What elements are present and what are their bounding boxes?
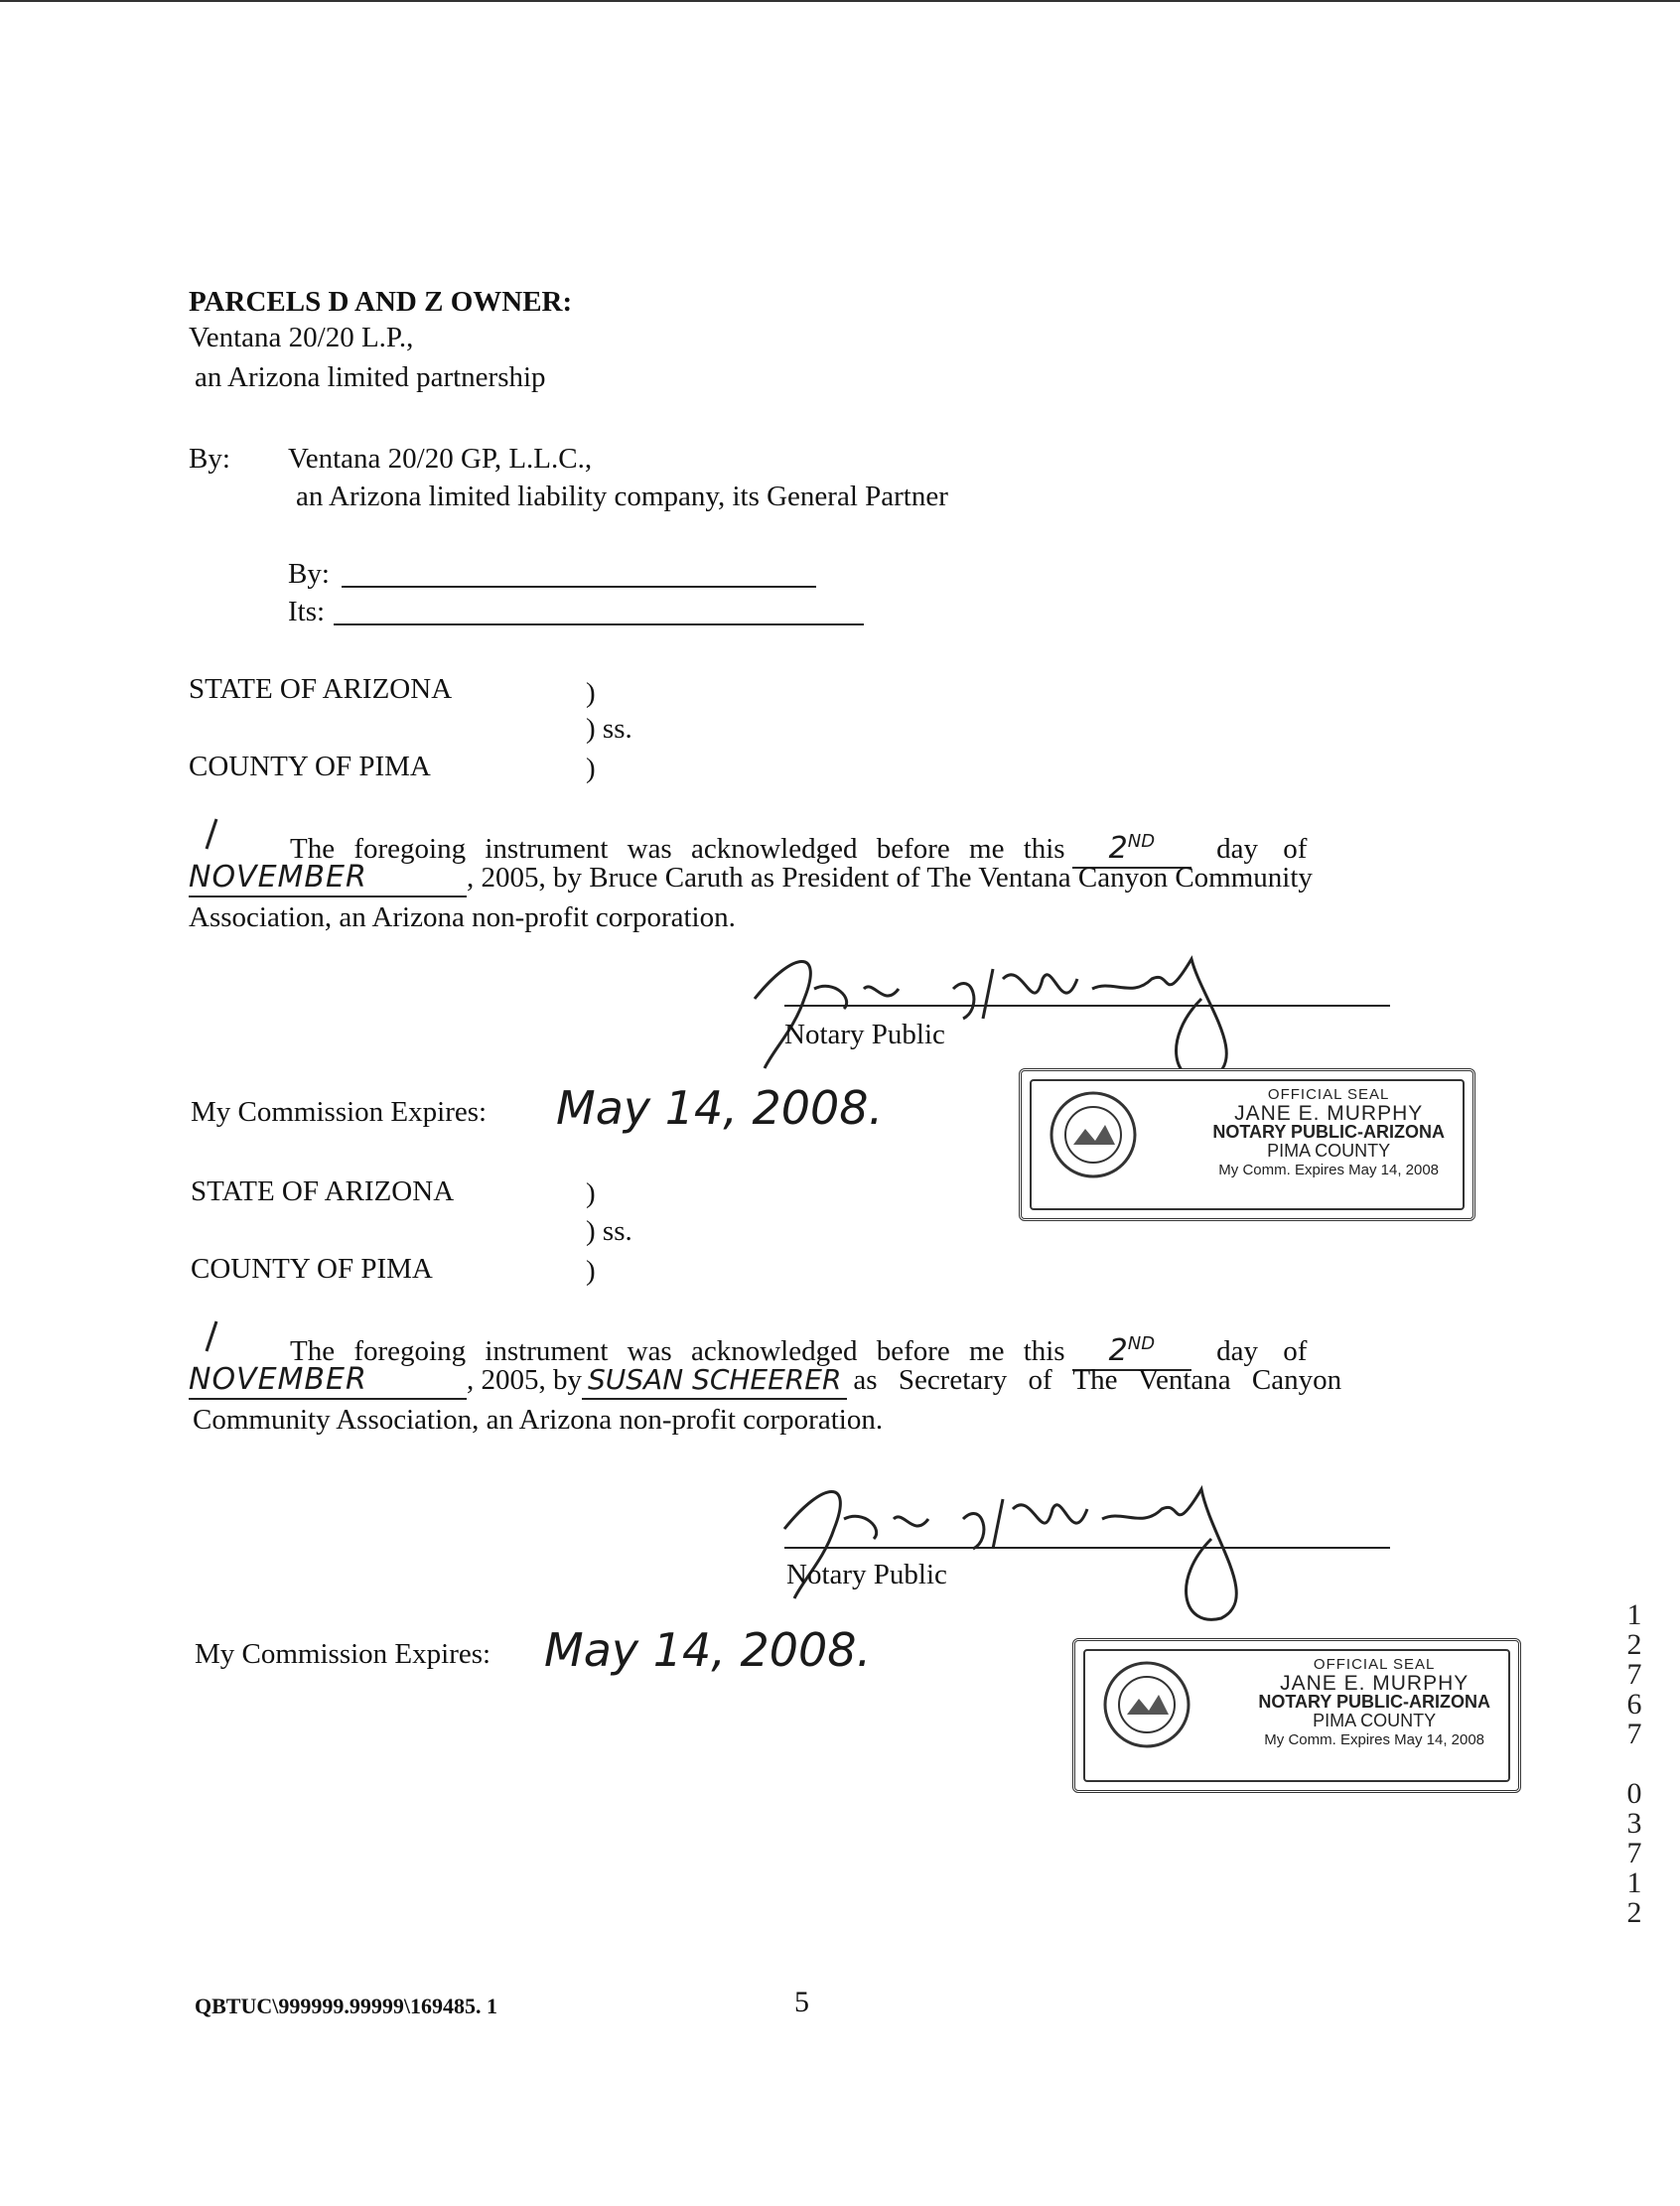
- margin-recording-number: 1 2 7 6 7 0 3 7 1 2: [1626, 1598, 1642, 1929]
- ack2-day-hand: 2: [1108, 1333, 1128, 1368]
- ack2-line2-text-b: as Secretary of The Ventana Canyon: [853, 1364, 1342, 1396]
- notary1-signature-text: [755, 953, 762, 954]
- seal2-line4: PIMA COUNTY: [1313, 1711, 1437, 1730]
- venue1-ss: ) ss.: [586, 713, 632, 745]
- venue1-paren-bottom: ): [586, 753, 596, 784]
- seal1-line1: OFFICIAL SEAL: [1267, 1086, 1390, 1103]
- ack1-day-hand: 2: [1108, 831, 1128, 866]
- ack1-line1-text-a: The foregoing instrument was acknowledged before me this: [290, 833, 1065, 865]
- parcels-heading: PARCELS D AND Z OWNER:: [189, 286, 573, 318]
- official-seal-2: [1072, 1638, 1521, 1793]
- notary2-signature-graphic: [765, 1469, 1321, 1638]
- by-signature-label: By:: [288, 558, 330, 590]
- ack2-line2-text-a: , 2005, by: [467, 1364, 582, 1396]
- seal1-line5: My Comm. Expires May 14, 2008: [1218, 1162, 1440, 1178]
- ack1-line2: [189, 860, 1313, 897]
- ack1-line2-text: , 2005, by Bruce Caruth as President of The Ventana Canyon Community: [467, 862, 1313, 894]
- notary2-commission-label: My Commission Expires:: [195, 1638, 491, 1670]
- seal1-line2: JANE E. MURPHY: [1234, 1102, 1424, 1125]
- ack1-day-sup: ND: [1127, 831, 1156, 852]
- seal1-line4: PIMA COUNTY: [1267, 1141, 1391, 1161]
- notary1-commission-label: My Commission Expires:: [191, 1096, 488, 1128]
- ack1-line1-text-b: day of: [1216, 833, 1308, 865]
- ack2-line1-text-a: The foregoing instrument was acknowledged before me this: [290, 1335, 1065, 1367]
- notary1-label: Notary Public: [784, 1019, 945, 1050]
- seal2-emblem-icon: [1101, 1659, 1192, 1750]
- notary2-signature-text: [784, 1489, 791, 1490]
- ack1-line3: Association, an Arizona non-profit corporation.: [189, 901, 736, 933]
- seal2-text-block: [1258, 1655, 1490, 1749]
- ack2-day-sup: ND: [1127, 1333, 1156, 1354]
- its-label: Its:: [288, 596, 326, 627]
- seal2-line3: NOTARY PUBLIC-ARIZONA: [1258, 1692, 1490, 1712]
- venue1-paren-top: ): [586, 677, 596, 709]
- ack2-line2: [189, 1362, 1341, 1400]
- venue2-paren-bottom: ): [586, 1255, 596, 1287]
- owner-name: Ventana 20/20 L.P.,: [189, 322, 414, 353]
- ack1-month-hand: NOVEMBER: [189, 860, 467, 897]
- venue2-ss: ) ss.: [586, 1215, 632, 1247]
- seal2-line1: OFFICIAL SEAL: [1313, 1656, 1436, 1673]
- notary2-signature-line: [784, 1547, 1390, 1549]
- ack2-month-hand: NOVEMBER: [189, 1362, 467, 1400]
- footer-doc-id: QBTUC\999999.99999\169485. 1: [195, 1994, 497, 2018]
- seal1-emblem-icon: [1048, 1089, 1139, 1180]
- gp-entity-name: Ventana 20/20 GP, L.L.C.,: [288, 443, 593, 475]
- venue2-state: STATE OF ARIZONA: [191, 1175, 455, 1207]
- seal1-text-block: [1212, 1085, 1445, 1179]
- by-signature-line: [342, 586, 816, 588]
- venue1-state: STATE OF ARIZONA: [189, 673, 453, 705]
- seal2-line5: My Comm. Expires May 14, 2008: [1264, 1731, 1485, 1748]
- seal1-line3: NOTARY PUBLIC-ARIZONA: [1212, 1122, 1445, 1142]
- gp-entity-description: an Arizona limited liability company, its General Partner: [296, 481, 948, 512]
- notary1-signature-line: [784, 1005, 1390, 1007]
- ack2-line1-text-b: day of: [1216, 1335, 1308, 1367]
- official-seal-1: [1019, 1068, 1475, 1221]
- top-border-line: [0, 0, 1680, 2]
- its-signature-line: [334, 623, 864, 625]
- venue2-county: COUNTY OF PIMA: [191, 1253, 433, 1285]
- venue1-county: COUNTY OF PIMA: [189, 751, 431, 782]
- owner-description: an Arizona limited partnership: [195, 361, 546, 393]
- seal2-line2: JANE E. MURPHY: [1280, 1672, 1470, 1695]
- notary2-label: Notary Public: [786, 1559, 947, 1590]
- ack2-line3: Community Association, an Arizona non-profit corporation.: [193, 1404, 884, 1436]
- venue2-paren-top: ): [586, 1177, 596, 1209]
- notary1-commission-hand: May 14, 2008.: [556, 1081, 884, 1135]
- ack2-name-hand: SUSAN SCHEERER: [582, 1362, 847, 1400]
- by-label: By:: [189, 443, 230, 475]
- footer-page-number: 5: [794, 1986, 809, 2018]
- notary2-commission-hand: May 14, 2008.: [544, 1623, 872, 1677]
